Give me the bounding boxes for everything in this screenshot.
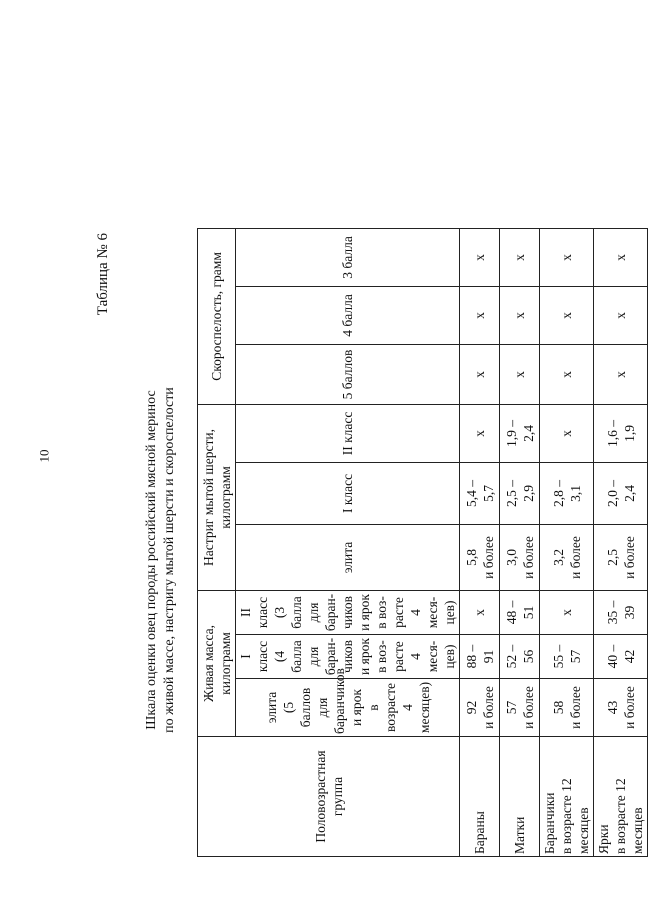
cell-group xyxy=(460,737,500,857)
cell-w-c2 xyxy=(594,404,648,462)
cell-lw-c1-line: 52 – 56 xyxy=(503,644,536,669)
rotated-sheet xyxy=(95,215,645,905)
cell-w-c2-line: 2,4 xyxy=(520,425,536,442)
page-number: 10 xyxy=(36,449,52,463)
header-lw-class1-line: для xyxy=(306,646,321,667)
cell-p3: х xyxy=(460,228,500,286)
header-lw-class1-line: в воз- xyxy=(374,640,389,673)
header-lw-elite-line: в возрасте xyxy=(365,683,398,732)
cell-lw-elite-line: и более xyxy=(567,686,583,729)
cell-w-c2 xyxy=(540,404,594,462)
header-group-line: Половозрастная xyxy=(312,750,328,843)
cell-p4: х xyxy=(500,286,540,344)
cell-w-c1 xyxy=(460,462,500,524)
cell-group-line: Ярки xyxy=(596,824,611,854)
header-lw-class1-line: и ярок xyxy=(357,638,372,675)
cell-w-c2-line: 1,9 xyxy=(621,425,637,442)
cell-lw-c1-line: 40 – 42 xyxy=(604,644,637,669)
header-wool-line: килограмм xyxy=(217,466,233,529)
cell-w-elite-line: 2,5 xyxy=(604,549,620,566)
cell-group xyxy=(540,737,594,857)
cell-p5: х xyxy=(540,344,594,404)
cell-lw-elite xyxy=(594,679,648,737)
cell-lw-c2-line: 35 – 39 xyxy=(604,600,637,625)
cell-lw-elite-line: и более xyxy=(520,686,536,729)
cell-w-elite-line: и более xyxy=(567,536,583,579)
cell-lw-c2-line: х xyxy=(559,609,574,616)
cell-p3: х xyxy=(540,228,594,286)
cell-lw-elite-line: 57 xyxy=(503,700,519,715)
table-caption xyxy=(143,215,179,905)
header-lw-elite-line: и ярок xyxy=(348,689,364,726)
cell-lw-c2-line: х xyxy=(472,609,487,616)
header-lw-class2-line: баран- xyxy=(323,593,338,632)
cell-group-line: в возрасте 12 месяцев xyxy=(559,778,591,854)
table-row xyxy=(460,228,500,856)
cell-lw-c1-line: 55 – 57 xyxy=(550,644,583,669)
cell-w-c1-line: 2,8 – xyxy=(550,479,566,507)
header-lw-class2-line: (3 балла xyxy=(272,596,304,629)
header-lw-class1-line: I класс xyxy=(238,640,270,673)
header-precocity-5: 5 баллов xyxy=(236,344,460,404)
cell-w-elite xyxy=(460,524,500,590)
cell-p3: х xyxy=(500,228,540,286)
header-lw-class2-line: расте xyxy=(391,597,406,628)
cell-w-c2-line: х xyxy=(472,430,487,437)
header-lw-class2-line: цев) xyxy=(442,600,457,625)
header-lw-elite-line: для xyxy=(314,697,330,718)
header-lw-class1-line: чиков xyxy=(340,640,355,674)
header-wool-elite: элита xyxy=(236,524,460,590)
header-lw-class2-line: 4 меся- xyxy=(408,596,440,629)
header-lw-class1-line: цев) xyxy=(442,644,457,669)
header-wool-class2: II класс xyxy=(236,404,460,462)
cell-lw-elite-line: 43 xyxy=(604,700,620,715)
cell-w-elite xyxy=(594,524,648,590)
header-lw-elite xyxy=(236,668,460,737)
cell-lw-c2 xyxy=(460,590,500,634)
header-group xyxy=(198,737,460,857)
cell-w-c2 xyxy=(460,404,500,462)
cell-w-c2-line: х xyxy=(559,430,574,437)
cell-w-elite-line: 3,0 xyxy=(503,549,519,566)
header-wool-class1: I класс xyxy=(236,462,460,524)
cell-group-line: в возрасте 12 месяцев xyxy=(613,778,645,854)
header-lw-elite-line: 4 месяцев) xyxy=(399,681,432,734)
header-group-line: группа xyxy=(329,776,345,817)
cell-w-elite-line: 5,8 xyxy=(463,549,479,566)
cell-lw-elite xyxy=(500,679,540,737)
cell-lw-elite-line: и более xyxy=(480,686,496,729)
table-row xyxy=(500,228,540,856)
header-lw-class2-line: в воз- xyxy=(374,596,389,629)
cell-w-c1-line: 2,4 xyxy=(621,485,637,502)
cell-w-c2-line: 1,9 – xyxy=(503,419,519,447)
cell-w-c1 xyxy=(594,462,648,524)
cell-w-c1-line: 3,1 xyxy=(567,485,583,502)
cell-lw-c2-line: 48 – 51 xyxy=(503,600,536,625)
scoring-table xyxy=(197,228,648,857)
header-wool-line: Настриг мытой шерсти, xyxy=(200,428,216,566)
cell-p5: х xyxy=(594,344,648,404)
cell-w-elite-line: 3,2 xyxy=(550,549,566,566)
cell-w-c2 xyxy=(500,404,540,462)
cell-w-elite-line: и более xyxy=(480,536,496,579)
cell-w-c1 xyxy=(540,462,594,524)
header-lw-class2-line: II класс xyxy=(238,596,270,629)
cell-lw-c1-line: 88 – 91 xyxy=(463,644,496,669)
cell-lw-c1 xyxy=(594,635,648,679)
cell-group-line: Бараны xyxy=(472,811,487,854)
header-lw-class2 xyxy=(236,590,460,634)
cell-w-elite xyxy=(500,524,540,590)
cell-lw-c1 xyxy=(500,635,540,679)
cell-w-c1-line: 5,7 xyxy=(480,485,496,502)
cell-p3: х xyxy=(594,228,648,286)
cell-group xyxy=(500,737,540,857)
header-lw-class1-line: 4 меся- xyxy=(408,640,440,673)
cell-w-elite-line: и более xyxy=(520,536,536,579)
header-lw-class2-line: чиков xyxy=(340,595,355,629)
header-lw-elite-line: элита xyxy=(263,691,279,724)
header-lw-class2-line: для xyxy=(306,602,321,623)
caption-line-2: по живой массе, настригу мытой шерсти и скороспелости xyxy=(162,387,177,733)
table-label: Таблица № 6 xyxy=(95,233,111,316)
header-precocity: Скороспелость, грамм xyxy=(198,228,236,404)
cell-group-line: Баранчики xyxy=(542,792,557,854)
cell-w-elite-line: и более xyxy=(621,536,637,579)
cell-lw-elite xyxy=(460,679,500,737)
cell-group xyxy=(594,737,648,857)
cell-lw-c1 xyxy=(460,635,500,679)
cell-lw-c2 xyxy=(540,590,594,634)
cell-p5: х xyxy=(500,344,540,404)
cell-p4: х xyxy=(540,286,594,344)
header-lw-class1-line: баран- xyxy=(323,637,338,676)
cell-w-c1 xyxy=(500,462,540,524)
table-row xyxy=(594,228,648,856)
header-lw-class1 xyxy=(236,635,460,679)
header-lw-class2-line: и ярок xyxy=(357,594,372,631)
cell-w-elite xyxy=(540,524,594,590)
cell-p5: х xyxy=(460,344,500,404)
table-row xyxy=(540,228,594,856)
header-lw-class1-line: расте xyxy=(391,641,406,672)
header-live-weight: Живая масса, килограмм xyxy=(198,590,236,736)
table-body xyxy=(460,228,648,856)
cell-lw-elite-line: и более xyxy=(621,686,637,729)
cell-group-line: Матки xyxy=(512,816,527,854)
header-lw-elite-line: баранчиков xyxy=(331,668,347,734)
cell-w-c1-line: 2,0 – xyxy=(604,479,620,507)
cell-w-c1-line: 2,5 – xyxy=(503,479,519,507)
caption-line-1: Шкала оценки овец породы российский мясной меринос xyxy=(144,390,159,730)
cell-p4: х xyxy=(594,286,648,344)
cell-lw-elite-line: 58 xyxy=(550,700,566,715)
header-precocity-3: 3 балла xyxy=(236,228,460,286)
cell-lw-c2 xyxy=(500,590,540,634)
header-precocity-4: 4 балла xyxy=(236,286,460,344)
cell-w-c2-line: 1,6 – xyxy=(604,419,620,447)
cell-p4: х xyxy=(460,286,500,344)
cell-lw-c2 xyxy=(594,590,648,634)
cell-lw-c1 xyxy=(540,635,594,679)
cell-lw-elite-line: 92 xyxy=(463,700,479,715)
header-lw-elite-line: (5 баллов xyxy=(280,687,313,728)
cell-w-c1-line: 5,4 – xyxy=(463,479,479,507)
header-lw-class1-line: (4 балла xyxy=(272,640,304,673)
header-wool xyxy=(198,404,236,590)
cell-lw-elite xyxy=(540,679,594,737)
cell-w-c1-line: 2,9 xyxy=(520,485,536,502)
